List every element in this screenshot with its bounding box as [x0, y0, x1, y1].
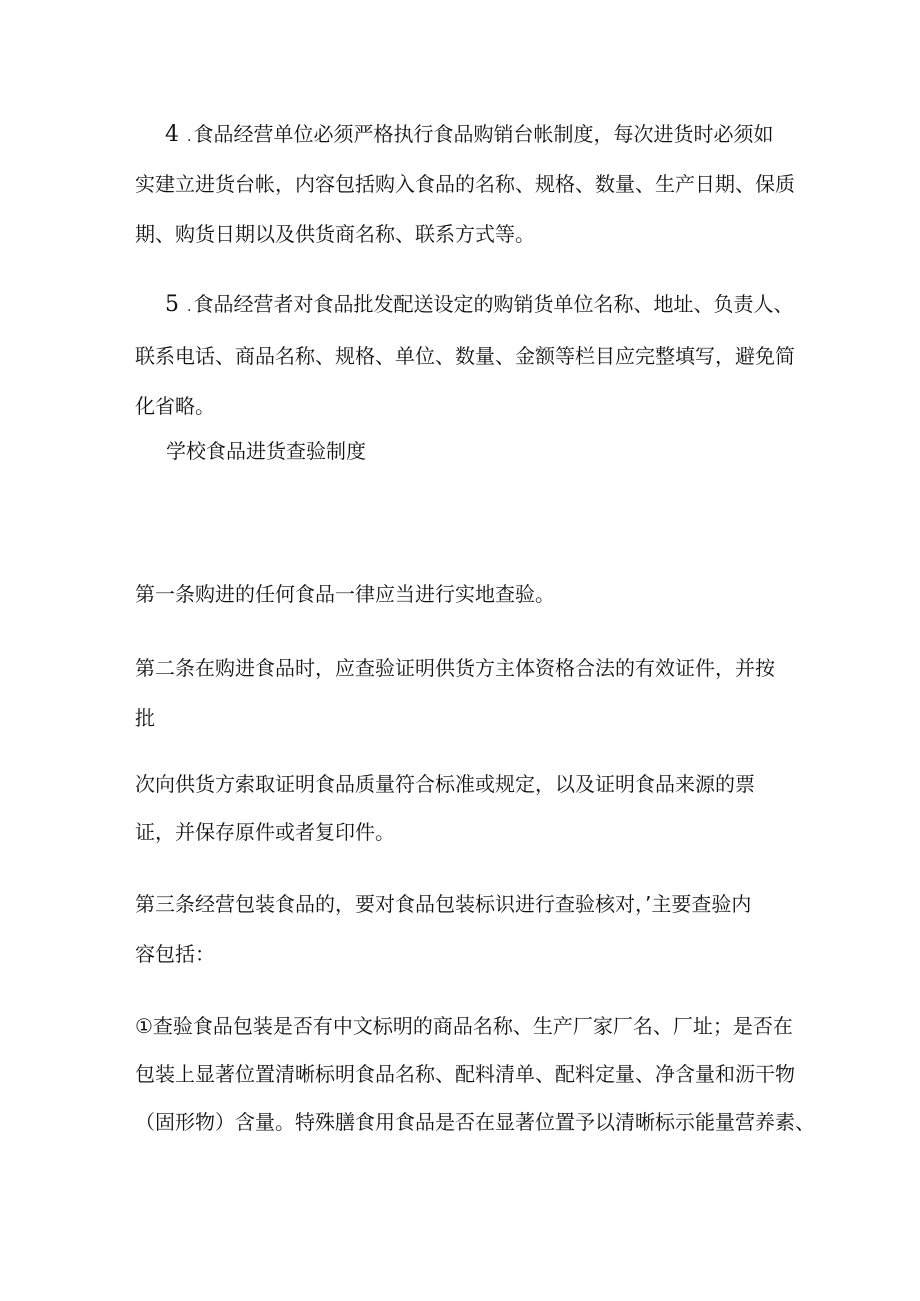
item-dot: . [187, 299, 192, 315]
item-4-line-1 [165, 120, 773, 151]
section-title: 学校食品进货查验制度 [166, 439, 366, 463]
article-line: ①查验食品包装是否有中文标明的商品名称、生产厂家厂名、厂址；是否在 [135, 1014, 793, 1038]
article-line: 证，并保存原件或者复印件。 [135, 820, 395, 844]
article-line: 次向供货方索取证明食品质量符合标准或规定，以及证明食品来源的票 [135, 772, 755, 796]
item-number: 4 [165, 122, 179, 147]
article-line: 第一条购进的任何食品一律应当进行实地查验。 [135, 582, 555, 606]
item-5-line-2: 联系电话、商品名称、规格、单位、数量、金额等栏目应完整填写，避免简 [135, 344, 795, 368]
item-4-line-3: 期、购货日期以及供货商名称、联系方式等。 [135, 222, 535, 246]
article-line: 第三条经营包装食品的，要对食品包装标识进行查验核对，’主要查验内 [135, 892, 752, 916]
item-text: 食品经营单位必须严格执行食品购销台帐制度，每次进货时必须如 [193, 122, 774, 146]
article-line: 包装上显著位置清晰标明食品名称、配料清单、配料定量、净含量和沥干物 [135, 1062, 795, 1086]
article-line: 第二条在购进食品时，应查验证明供货方主体资格合法的有效证件，并按 [135, 656, 775, 680]
item-5-line-3: 化省略。 [135, 394, 215, 418]
item-dot: . [187, 129, 192, 145]
item-5-line-1 [165, 290, 793, 321]
article-line: 批 [135, 706, 155, 730]
article-line: 容包括： [135, 942, 215, 966]
item-number: 5 [165, 292, 179, 317]
article-line: （固形物）含量。特殊膳食用食品是否在显著位置予以清晰标示能量营养素、 [135, 1110, 815, 1134]
item-text: 食品经营者对食品批发配送设定的购销货单位名称、地址、负责人、 [193, 292, 794, 316]
item-4-line-2: 实建立进货台帐，内容包括购入食品的名称、规格、数量、生产日期、保质 [135, 172, 795, 196]
